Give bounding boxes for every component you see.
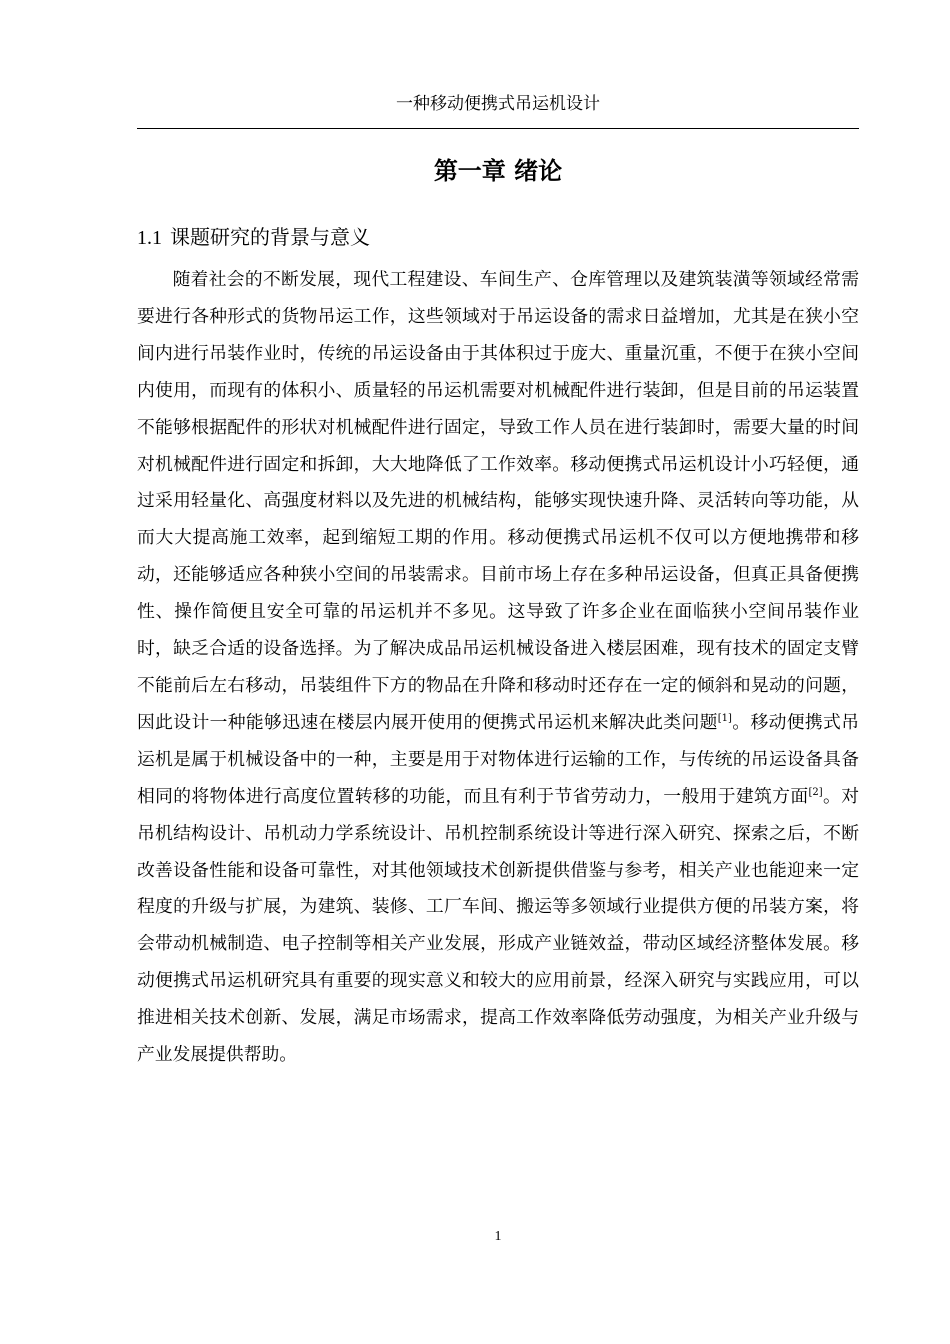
body-paragraph xyxy=(137,262,859,1074)
page-number: 1 xyxy=(494,1229,502,1244)
section-title: 课题研究的背景与意义 xyxy=(170,225,370,249)
section-number: 1.1 xyxy=(137,227,162,249)
citation-2: [2] xyxy=(808,786,823,798)
header-rule xyxy=(137,128,859,129)
paragraph-text-part-1: 随着社会的不断发展，现代工程建设、车间生产、仓库管理以及建筑装潢等领域经常需要进行各种形式的货物吊运工作，这些领域对于吊运设备的需求日益增加，尤其是在狭小空间内进行吊装作业时，传统的吊运设备由于其体积过于庞大、重量沉重，不便于在狭小空间内使用，而现有的体积小、质量轻的吊运机需要对机械配件进行装卸，但是目前的吊运装置不能够根据配件的形状对机械配件进行固定，导致工作人员在进行装卸时，需要大量的时间对机械配件进行固定和拆卸，大大地降低了工作效率。移动便携式吊运机设计小巧轻便，通过采用轻量化、高强度材料以及先进的机械结构，能够实现快速升降、灵活转向等功能，从而大大提高施工效率，起到缩短工期的作用。移动便携式吊运机不仅可以方便地携带和移动，还能够适应各种狭小空间的吊装需求。目前市场上存在多种吊运设备，但真正具备便携性、操作简便且安全可靠的吊运机并不多见。这导致了许多企业在面临狭小空间吊装作业时，缺乏合适的设备选择。为了解决成品吊运机械设备进入楼层困难，现有技术的固定支臂不能前后左右移动，吊装组件下方的物品在升降和移动时还存在一定的倾斜和晃动的问题，因此设计一种能够迅速在楼层内展开使用的便携式吊运机来解决此类问题 xyxy=(137,269,859,733)
running-header: 一种移动便携式吊运机设计 xyxy=(396,94,600,114)
paragraph-text-part-3: 。对吊机结构设计、吊机动力学系统设计、吊机控制系统设计等进行深入研究、探索之后，不断改善设备性能和设备可靠性，对其他领域技术创新提供借鉴与参考，相关产业也能迎来一定程度的升级与扩展，为建筑、装修、工厂车间、搬运等多领域行业提供方便的吊装方案，将会带动机械制造、电子控制等相关产业发展，形成产业链效益，带动区域经济整体发展。移动便携式吊运机研究具有重要的现实意义和较大的应用前景，经深入研究与实践应用，可以推进相关技术创新、发展，满足市场需求，提高工作效率降低劳动强度，为相关产业升级与产业发展提供帮助。 xyxy=(137,785,859,1066)
paragraph-text-part-2: 。移动便携式吊运机是属于机械设备中的一种，主要是用于对物体进行运输的工作，与传统的吊运设备具备相同的将物体进行高度位置转移的功能，而且有利于节省劳动力，一般用于建筑方面 xyxy=(137,711,859,807)
section-heading xyxy=(137,223,859,252)
citation-1: [1] xyxy=(717,712,732,724)
chapter-title: 第一章 绪论 xyxy=(433,157,563,185)
